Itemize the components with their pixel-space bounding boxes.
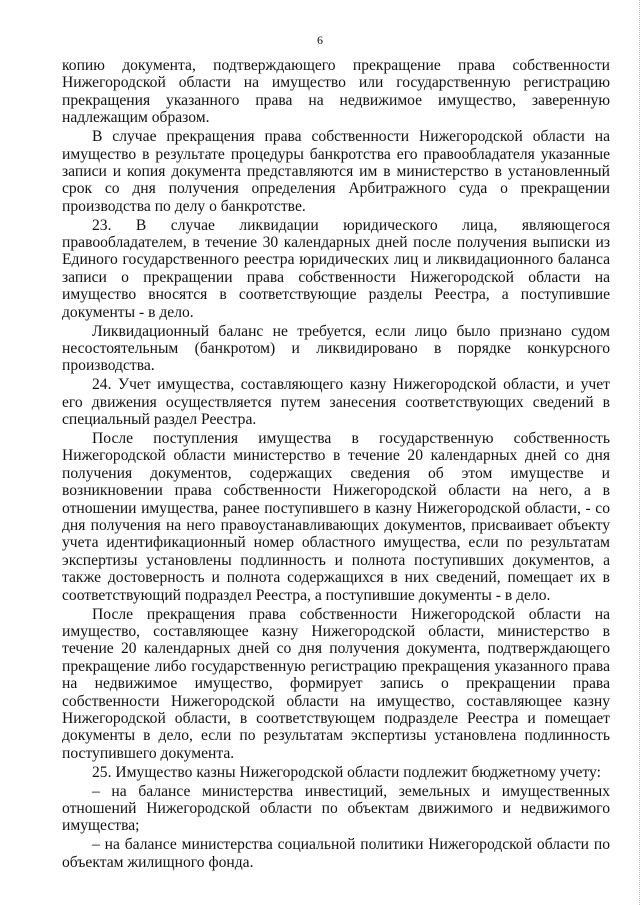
paragraph-bankruptcy: В случае прекращения права собственности Нижегородской области на имущество в результате процедуры банкротства его правообладателя указанные записи и копия документа представляются им в министерство в установленный срок со дня получения определения Арбитражного суда о прекращении производства по делу о банкротстве. — [62, 128, 610, 215]
list-item-investment-ministry: – на балансе министерства инвестиций, земельных и имущественных отношений Нижегородской области по объектам движимого и недвижимого имущества; — [62, 782, 610, 835]
list-item-social-ministry: – на балансе министерства социальной политики Нижегородской области по объектам жилищного фонда. — [62, 836, 610, 871]
paragraph-property-termination: После прекращения права собственности Нижегородской области на имущество, составляющее казну Нижегородской области, министерство в течение 20 календарных дней со дня получения документа, подтверждающего прекращение либо государственную регистрацию прекращения указанного права на недвижимое имущество, формирует запись о прекращении права собственности Нижегородской области на имущество, составляющее казну Нижегородской области, в соответствующем подразделе Реестра и помещает документы в дело, если по результатам экспертизы установлена подлинность поступившего документа. — [62, 605, 610, 762]
page-number: 6 — [317, 33, 323, 47]
paragraph-clause-23: 23. В случае ликвидации юридического лица, являющегося правообладателем, в течение 30 календарных дней после получения выписки из Единого государственного реестра юридических лиц и ликвидационного баланса записи о прекращении права собственности Нижегородской области на имущество вносятся в соответствующие разделы Реестра, а поступившие документы - в дело. — [62, 216, 610, 321]
paragraph-continuation: копию документа, подтверждающего прекращение права собственности Нижегородской области на имущество или государственную регистрацию прекращения указанного права на недвижимое имущество, заверенную надлежащим образом. — [62, 57, 610, 127]
paragraph-property-receipt: После поступления имущества в государственную собственность Нижегородской области министерство в течение 20 календарных дней со дня получения документов, содержащих сведения об этом имуществе и возникновении права собственности Нижегородской области на него, а в отношении имущества, ранее поступившего в казну Нижегородской области, - со дня получения на него правоустанавливающих документов, присваивает объекту учета идентификационный номер областного имущества, если по результатам экспертизы установлены подлинность и полнота поступивших документов, а также достоверность и полнота содержащихся в них сведений, помещает их в соответствующий подраздел Реестра, а поступившие документы - в дело. — [62, 430, 610, 604]
document-body — [62, 57, 610, 873]
paragraph-clause-24: 24. Учет имущества, составляющего казну Нижегородской области, и учет его движения осуществляется путем занесения соответствующих сведений в специальный раздел Реестра. — [62, 376, 610, 429]
paragraph-liquidation-balance: Ликвидационный баланс не требуется, если лицо было признано судом несостоятельным (банкротом) и ликвидировано в порядке конкурсного производства. — [62, 322, 610, 375]
paragraph-clause-25: 25. Имущество казны Нижегородской области подлежит бюджетному учету: — [92, 763, 601, 781]
